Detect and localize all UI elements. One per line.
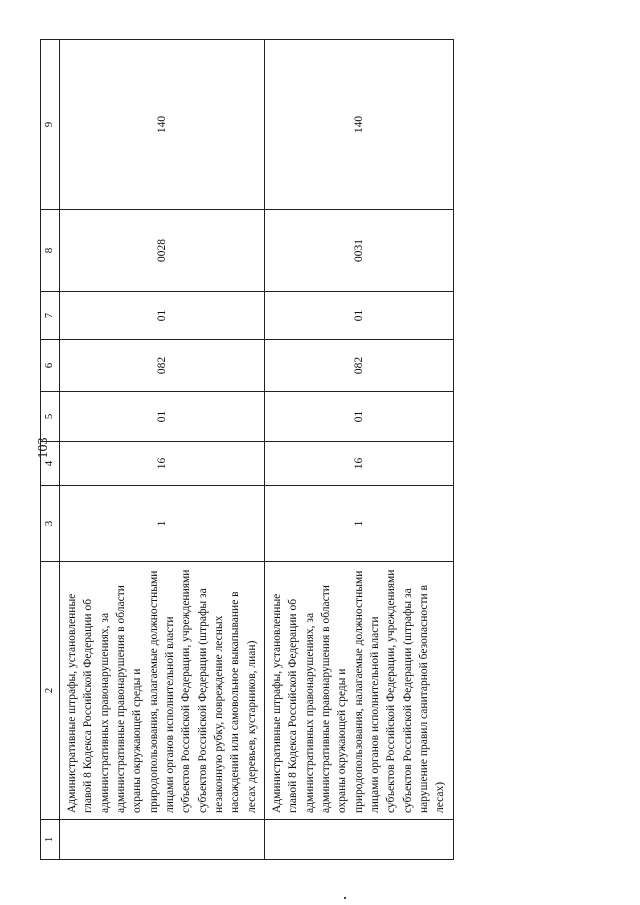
row-code-cell: 01	[264, 392, 453, 442]
row-code-cell: 0031	[264, 210, 453, 292]
column-number: 8	[41, 210, 60, 292]
row-code-cell: 082	[264, 340, 453, 392]
column-number: 7	[41, 292, 60, 340]
scan-speck	[344, 897, 346, 899]
column-number: 1	[41, 820, 60, 860]
column-number: 5	[41, 392, 60, 442]
row-col1-cell	[60, 820, 265, 860]
row-code-cell: 140	[264, 40, 453, 210]
column-number: 9	[41, 40, 60, 210]
budget-codes-table-rotated	[40, 40, 447, 860]
row-code-cell: 140	[60, 40, 265, 210]
row-col1-cell	[264, 820, 453, 860]
table-row	[264, 40, 453, 860]
row-code-cell: 01	[60, 392, 265, 442]
page-number: 103	[36, 437, 51, 459]
row-code-cell: 01	[60, 292, 265, 340]
column-number: 4	[41, 442, 60, 486]
budget-codes-table	[40, 39, 454, 860]
row-code-cell: 1	[60, 486, 265, 562]
column-number: 2	[41, 562, 60, 820]
row-code-cell: 082	[60, 340, 265, 392]
row-description: Административные штрафы, установленные главой 8 Кодекса Российской Федерации об административных правонарушениях, за административные правонарушения в области охраны окружающей среды и природопользования, налагаемые должностными лицами органов исполнительной власти субъектов Российской Федерации, учреждениями субъектов Российской Федерации (штрафы за незаконную рубку, повреждение лесных насаждений или самовольное выкапывание в лесах деревьев, кустарников, лиан)	[60, 562, 265, 820]
row-description: Административные штрафы, установленные главой 8 Кодекса Российской Федерации об административных правонарушениях, за административные правонарушения в области охраны окружающей среды и природопользования, налагаемые должностными лицами органов исполнительной власти субъектов Российской Федерации, учреждениями субъектов Российской Федерации (штрафы за нарушение правил санитарной безопасности в лесах)	[264, 562, 453, 820]
row-code-cell: 1	[264, 486, 453, 562]
column-number-row	[41, 40, 60, 860]
table-row	[60, 40, 265, 860]
column-number: 6	[41, 340, 60, 392]
row-code-cell: 01	[264, 292, 453, 340]
row-code-cell: 0028	[60, 210, 265, 292]
row-code-cell: 16	[60, 442, 265, 486]
row-code-cell: 16	[264, 442, 453, 486]
column-number: 3	[41, 486, 60, 562]
